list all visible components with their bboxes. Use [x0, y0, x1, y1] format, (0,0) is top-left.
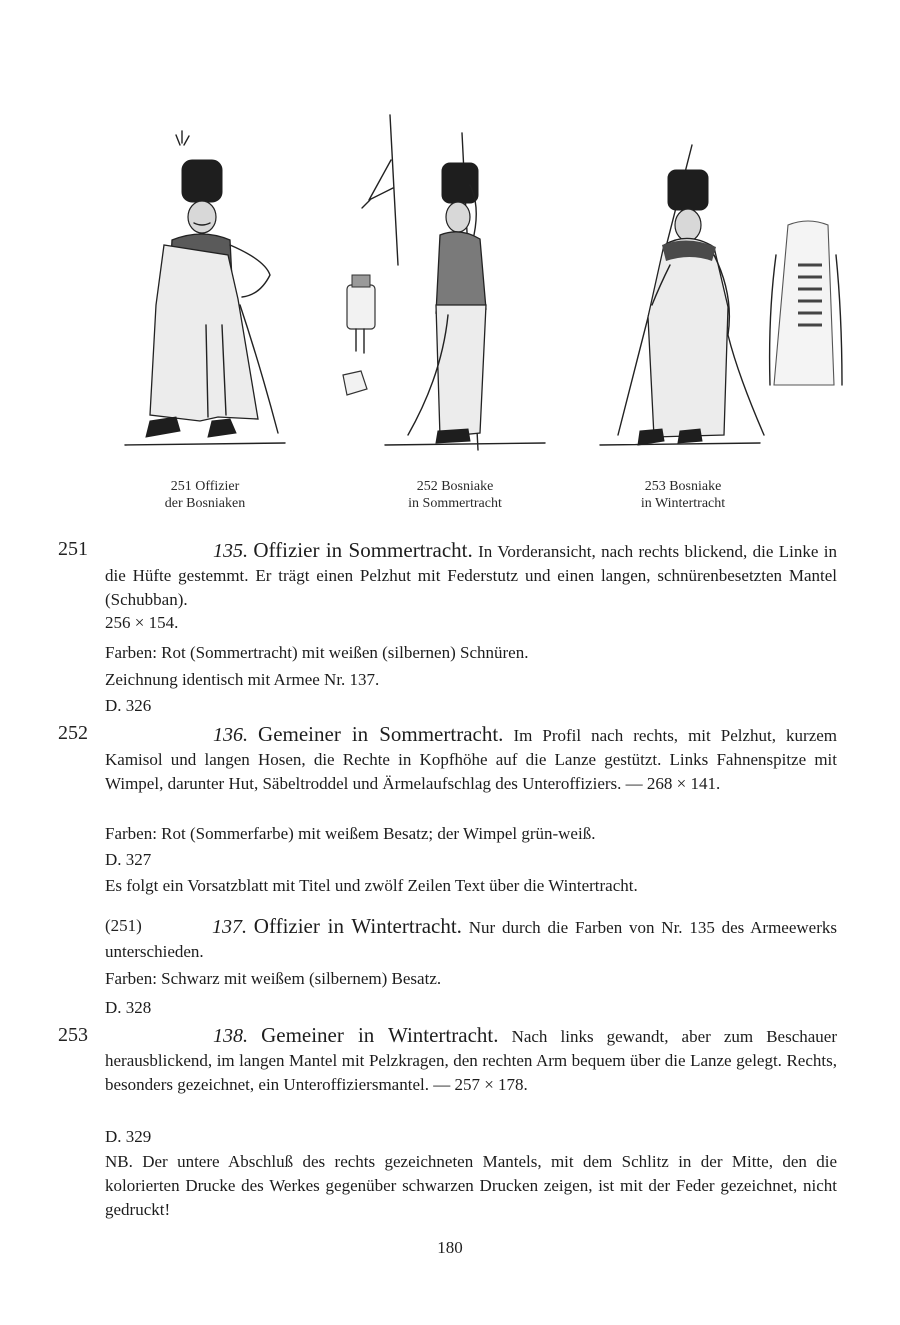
entry-colors: Farben: Rot (Sommerfarbe) mit weißem Besatz; der Wimpel grün-weiß.: [105, 824, 596, 843]
entry-heading: Offizier in Wintertracht.: [253, 914, 462, 938]
entry-description: Im Profil nach rechts, mit Pelzhut, kurzem Kamisol und langen Hosen, die Rechte in Kopfhöhe auf die Lanze gestützt. Links Fahnenspitze mit Wimpel, darunter Hut, Säbeltroddel und Ärmelaufschlag des Unteroffiziers. — 268 × 141.: [105, 726, 838, 793]
entry-colors: Farben: Rot (Sommertracht) mit weißen (silbernen) Schnüren.: [105, 643, 529, 662]
entry-colors: Farben: Schwarz mit weißem (silbernem) Besatz.: [105, 969, 442, 988]
entry-description: Nach links gewandt, aber zum Beschauer herausblickend, im langen Mantel mit Pelzkragen, den rechten Arm bequem über die Lanze gelegt. Rechts, besonders gezeichnet, ein Unteroffiziersmantel. — 257 × 178.: [105, 1027, 838, 1094]
entry-heading: Gemeiner in Sommertracht.: [258, 722, 504, 746]
catalog-number: 138.: [213, 1025, 248, 1047]
caption-line: in Sommertracht: [408, 496, 502, 511]
entry-nb: NB. Der untere Abschluß des rechts gezeichneten Mantels, mit dem Schlitz in der Mitte, den die kolorierten Drucke des Werkes gegenüber schwarzen Drucken zeigen, ist mit der Feder gezeichnet, nicht gedruckt!: [105, 1152, 837, 1219]
caption-line: der Bosniaken: [164, 496, 246, 511]
nco-coat-drawing: [770, 221, 842, 385]
entry-description: Nur durch die Farben von Nr. 135 des Armeewerks unterschieden.: [105, 918, 838, 961]
entry-heading: Gemeiner in Wintertracht.: [261, 1023, 499, 1047]
entry-text: [105, 1023, 837, 1097]
entry-note: Es folgt ein Vorsatzblatt mit Titel und zwölf Zeilen Text über die Wintertracht.: [105, 876, 638, 895]
entry-description: In Vorderansicht, nach rechts blickend, die Linke in die Hüfte gestemmt. Er trägt einen Pelzhut mit Federstutz und einen langen, schnürenbesetzten Mantel (Schubban).: [105, 542, 838, 609]
entry-number: 252: [58, 722, 88, 744]
caption-251: [140, 478, 270, 512]
caption-line: 251 Offizier: [170, 479, 240, 494]
catalog-number: 137.: [212, 916, 247, 938]
entry-text: [105, 538, 837, 612]
entry-size: 256 × 154.: [105, 613, 179, 632]
bosniak-figures-illustration: [0, 105, 900, 465]
entry-number: (251): [105, 916, 142, 935]
entry-ref: D. 329: [105, 1127, 152, 1146]
catalog-number: 136.: [213, 724, 248, 746]
figure-253-soldier: [600, 145, 764, 445]
entry-text: [105, 722, 837, 796]
entry-ref: D. 328: [105, 998, 152, 1017]
figure-251-officer: [125, 131, 285, 445]
figure-252-soldier: [343, 115, 545, 450]
entry-note: Zeichnung identisch mit Armee Nr. 137.: [105, 670, 380, 689]
entry-ref: D. 326: [105, 696, 152, 715]
entry-text: [105, 914, 837, 964]
entry-number: 251: [58, 538, 88, 560]
caption-253: [608, 478, 758, 512]
page-number: 180: [437, 1238, 463, 1257]
caption-line: 253 Bosniake: [644, 479, 722, 494]
caption-252: [380, 478, 530, 512]
entry-number: 253: [58, 1024, 88, 1046]
catalog-number: 135.: [213, 540, 248, 562]
illustration-plate: [0, 105, 900, 465]
caption-line: 252 Bosniake: [416, 479, 494, 494]
entry-ref: D. 327: [105, 850, 152, 869]
caption-line: in Wintertracht: [640, 496, 726, 511]
entry-heading: Offizier in Sommertracht.: [253, 538, 473, 562]
